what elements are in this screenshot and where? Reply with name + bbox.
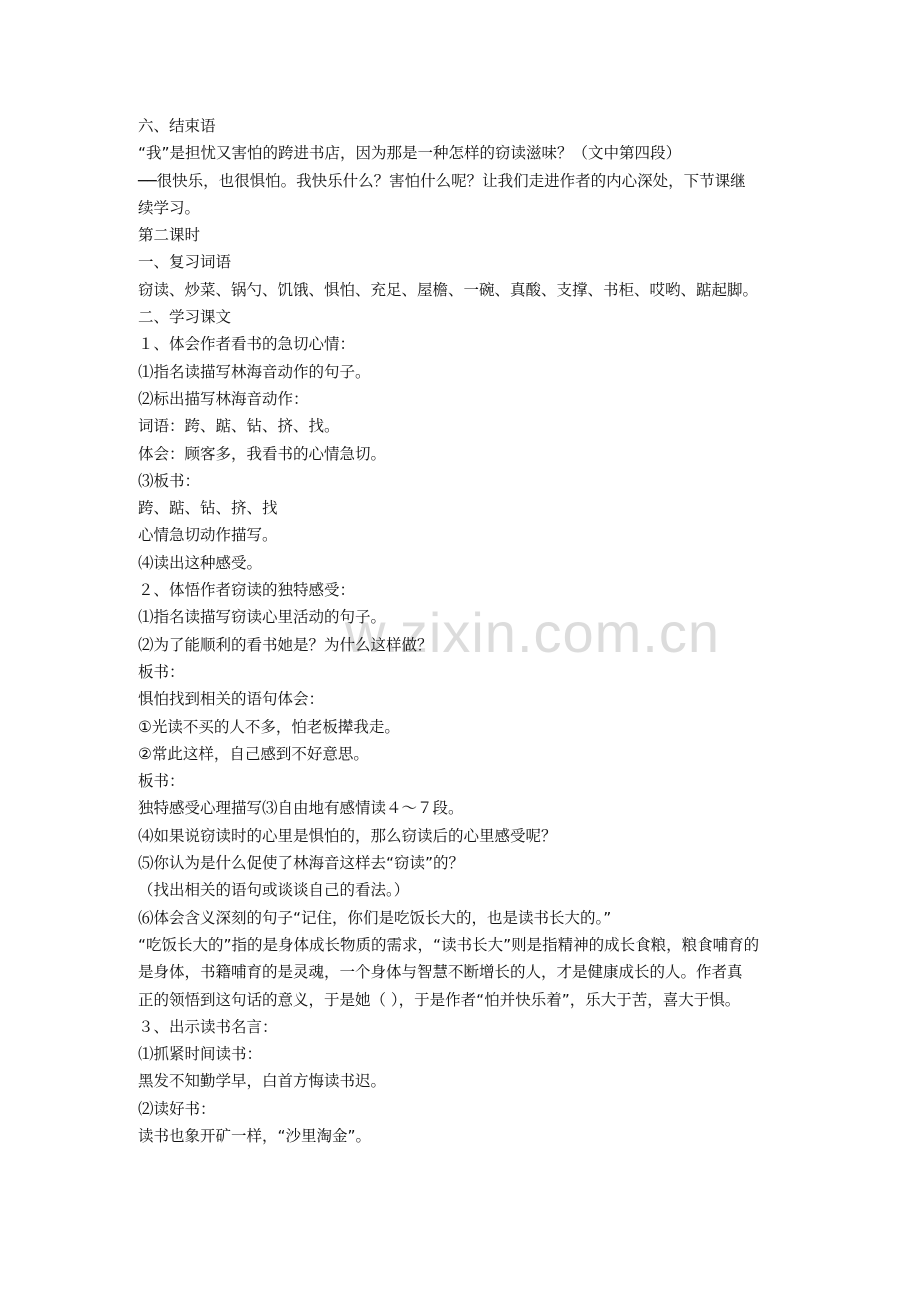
text-line: ②常此这样，自己感到不好意思。 (138, 744, 369, 763)
text-line: ⑵标出描写林海音动作： (138, 389, 309, 408)
text-line: 独特感受心理描写⑶自由地有感情读４～７段。 (138, 799, 464, 818)
text-line: 板书： (138, 662, 185, 681)
text-line: ２、体悟作者窃读的独特感受： (138, 581, 356, 600)
text-line: 跨、踮、钻、挤、找 (138, 499, 278, 518)
text-line: 体会：顾客多，我看书的心情急切。 (138, 444, 387, 463)
text-line: （找出相关的语句或谈谈自己的看法。） (138, 881, 410, 900)
text-line: ⑵为了能顺利的看书她是？为什么这样做？ (138, 635, 433, 654)
text-line: ⑴指名读描写林海音动作的句子。 (138, 362, 371, 381)
text-line: 一、复习词语 (138, 253, 232, 272)
document-body (138, 113, 818, 1150)
text-line: “吃饭长大的”指的是身体成长物质的需求，“读书长大”则是指精神的成长食粮，粮食哺育的 (138, 935, 760, 954)
text-line: 板书： (138, 772, 185, 791)
text-line: 六、结束语 (138, 117, 216, 135)
text-line: 心情急切动作描写。 (138, 526, 278, 545)
text-line: ⑷如果说窃读时的心里是惧怕的，那么窃读后的心里感受呢？ (138, 826, 557, 845)
text-line: １、体会作者看书的急切心情： (138, 335, 356, 354)
text-line: “我”是担忧又害怕的跨进书店，因为那是一种怎样的窃读滋味？（文中第四段） (138, 144, 682, 163)
text-line: ①光读不买的人不多，怕老板撵我走。 (138, 717, 400, 736)
text-line: 词语：跨、踮、钻、挤、找。 (138, 417, 340, 436)
text-line: ⑶板书： (138, 471, 201, 490)
text-line: 第二课时 (138, 226, 201, 245)
text-line: 二、学习课文 (138, 308, 232, 327)
text-line: 读书也象开矿一样，“沙里淘金”。 (138, 1126, 372, 1145)
text-line: 窃读、炒菜、锅勺、饥饿、惧怕、充足、屋檐、一碗、真酸、支撑、书柜、哎哟、踮起脚。 (138, 280, 759, 299)
text-line: ３、出示读书名言： (138, 1017, 278, 1036)
text-line: 惧怕找到相关的语句体会： (138, 690, 325, 709)
text-line: ⑹体会含义深刻的句子“记住，你们是吃饭长大的，也是读书长大的。” (138, 908, 612, 927)
text-line: ──很快乐，也很惧怕。我快乐什么？害怕什么呢？让我们走进作者的内心深处，下节课继 (138, 171, 746, 190)
text-line: ⑴抓紧时间读书： (138, 1045, 263, 1064)
text-line: ⑴指名读描写窃读心里活动的句子。 (138, 608, 387, 627)
watermark: w.zixin.com.cn (345, 601, 720, 664)
text-line: ⑸你认为是什么促使了林海音这样去“窃读”的？ (138, 854, 465, 873)
text-line: 正的领悟到这句话的意义，于是她（ ），于是作者“怕并快乐着”，乐大于苦，喜大于惧。 (138, 990, 741, 1009)
text-line: 续学习。 (138, 198, 201, 217)
text-line: ⑵读好书： (138, 1099, 216, 1118)
text-line: 是身体，书籍哺育的是灵魂，一个身体与智慧不断增长的人，才是健康成长的人。作者真 (138, 963, 743, 982)
text-line: 黑发不知勤学早，白首方悔读书迟。 (138, 1072, 387, 1091)
text-line: ⑷读出这种感受。 (138, 553, 263, 572)
